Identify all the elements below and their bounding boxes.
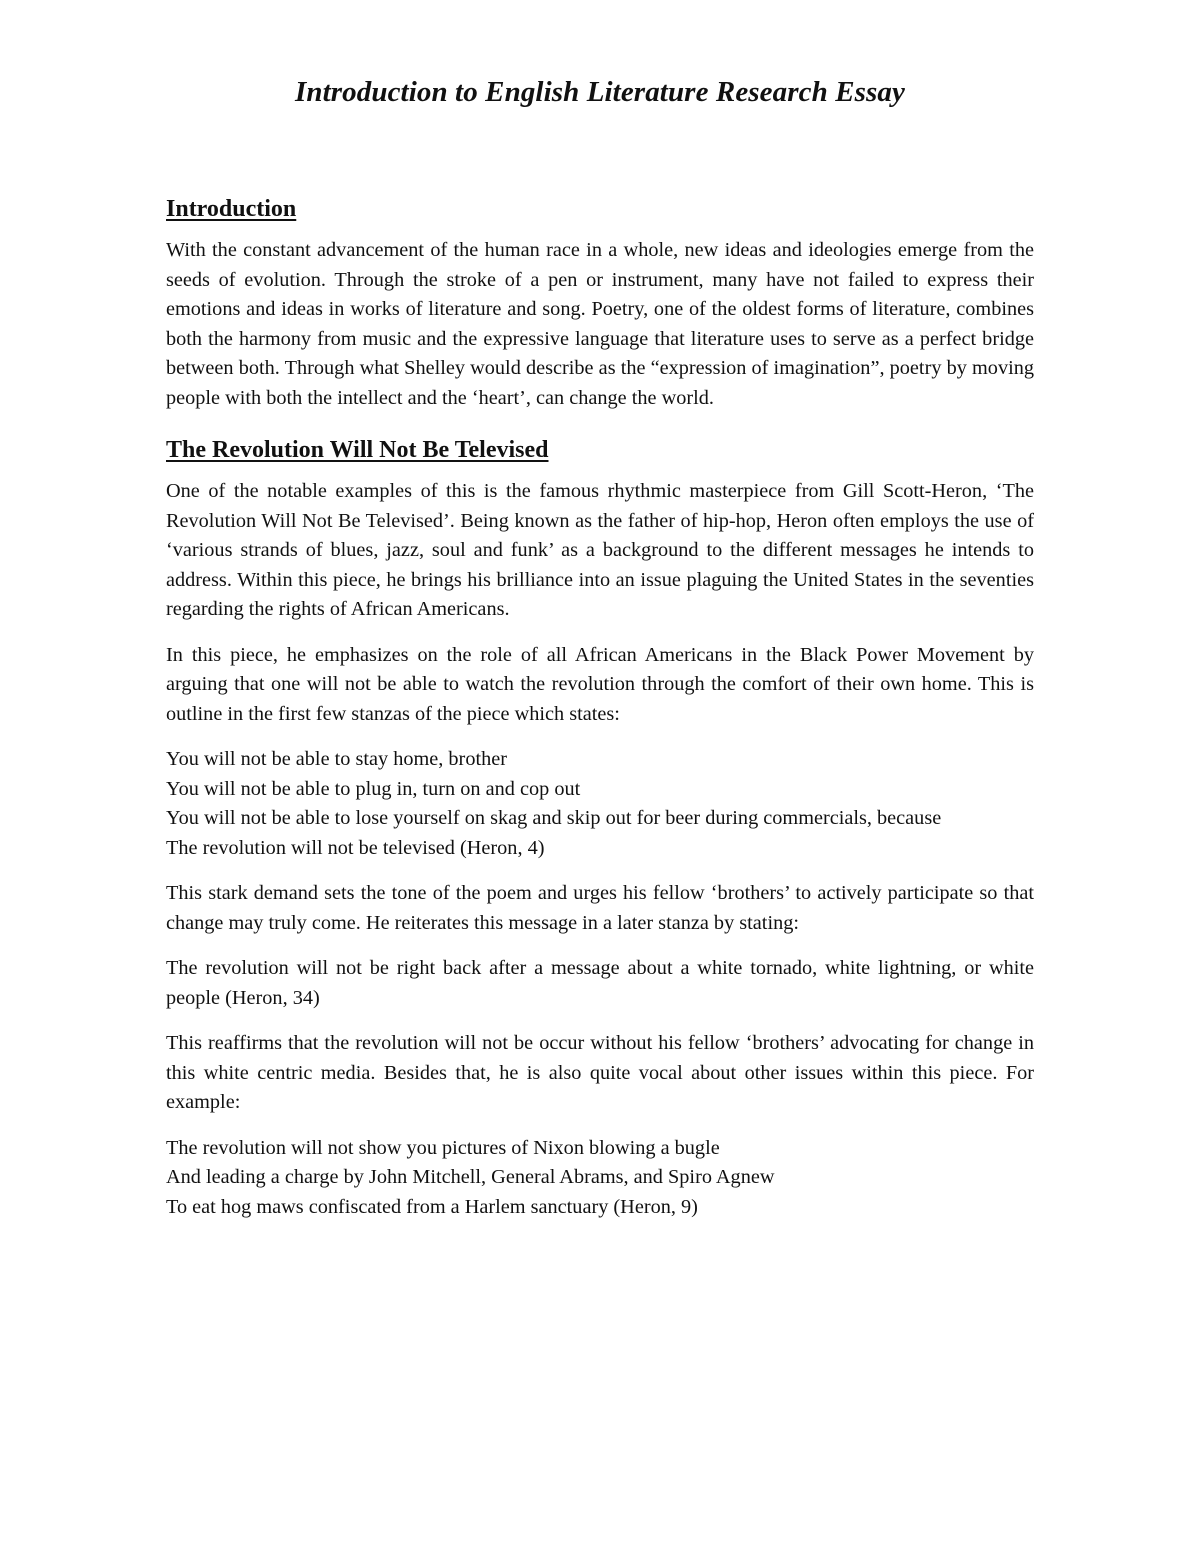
quote-line: The revolution will not be right back after a message about a white tornado, white lightning, or white people (Heron, 34) (166, 957, 1034, 1009)
quote-line: To eat hog maws confiscated from a Harlem sanctuary (Heron, 9) (166, 1195, 698, 1218)
paragraph: One of the notable examples of this is the famous rhythmic masterpiece from Gill Scott-Heron, ‘The Revolution Will Not Be Televised’. Being known as the father of hip-hop, Heron often employs the use of ‘various strands of blues, jazz, soul and funk’ as a background to the different messages he intends to address. Within this piece, he brings his brilliance into an issue plaguing the United States in the seventies regarding the rights of African Americans. (166, 480, 1034, 620)
poem-quote (166, 745, 1034, 863)
paragraph: With the constant advancement of the human race in a whole, new ideas and ideologies emerge from the seeds of evolution. Through the stroke of a pen or instrument, many have not failed to express their emotions and ideas in works of literature and song. Poetry, one of the oldest forms of literature, combines both the harmony from music and the expressive language that literature uses to serve as a perfect bridge between both. Through what Shelley would describe as the “expression of imagination”, poetry by moving people with both the intellect and the ‘heart’, can change the world. (166, 239, 1034, 409)
paragraph: In this piece, he emphasizes on the role of all African Americans in the Black Power Movement by arguing that one will not be able to watch the revolution through the comfort of their own home. This is outline in the first few stanzas of the piece which states: (166, 643, 1034, 725)
quote-line: The revolution will not show you pictures of Nixon blowing a bugle (166, 1136, 720, 1159)
paragraph: This reaffirms that the revolution will not be occur without his fellow ‘brothers’ advocating for change in this white centric media. Besides that, he is also quite vocal about other issues within this piece. For example: (166, 1032, 1034, 1113)
poem-quote (166, 1134, 1034, 1223)
quote-line: You will not be able to lose yourself on skag and skip out for beer during commercials, because (166, 807, 942, 829)
paragraph: This stark demand sets the tone of the poem and urges his fellow ‘brothers’ to actively participate so that change may truly come. He reiterates this message in a later stanza by stating: (166, 882, 1034, 934)
section-heading-introduction: Introduction (166, 196, 297, 222)
poem-quote (166, 954, 1034, 1013)
quote-line: The revolution will not be televised (Heron, 4) (166, 836, 545, 859)
quote-line: You will not be able to plug in, turn on and cop out (166, 777, 581, 800)
section-heading-revolution: The Revolution Will Not Be Televised (166, 437, 549, 463)
quote-line: And leading a charge by John Mitchell, General Abrams, and Spiro Agnew (166, 1166, 775, 1188)
quote-line: You will not be able to stay home, brother (166, 748, 507, 770)
document-title: Introduction to English Literature Research Essay (295, 76, 905, 108)
